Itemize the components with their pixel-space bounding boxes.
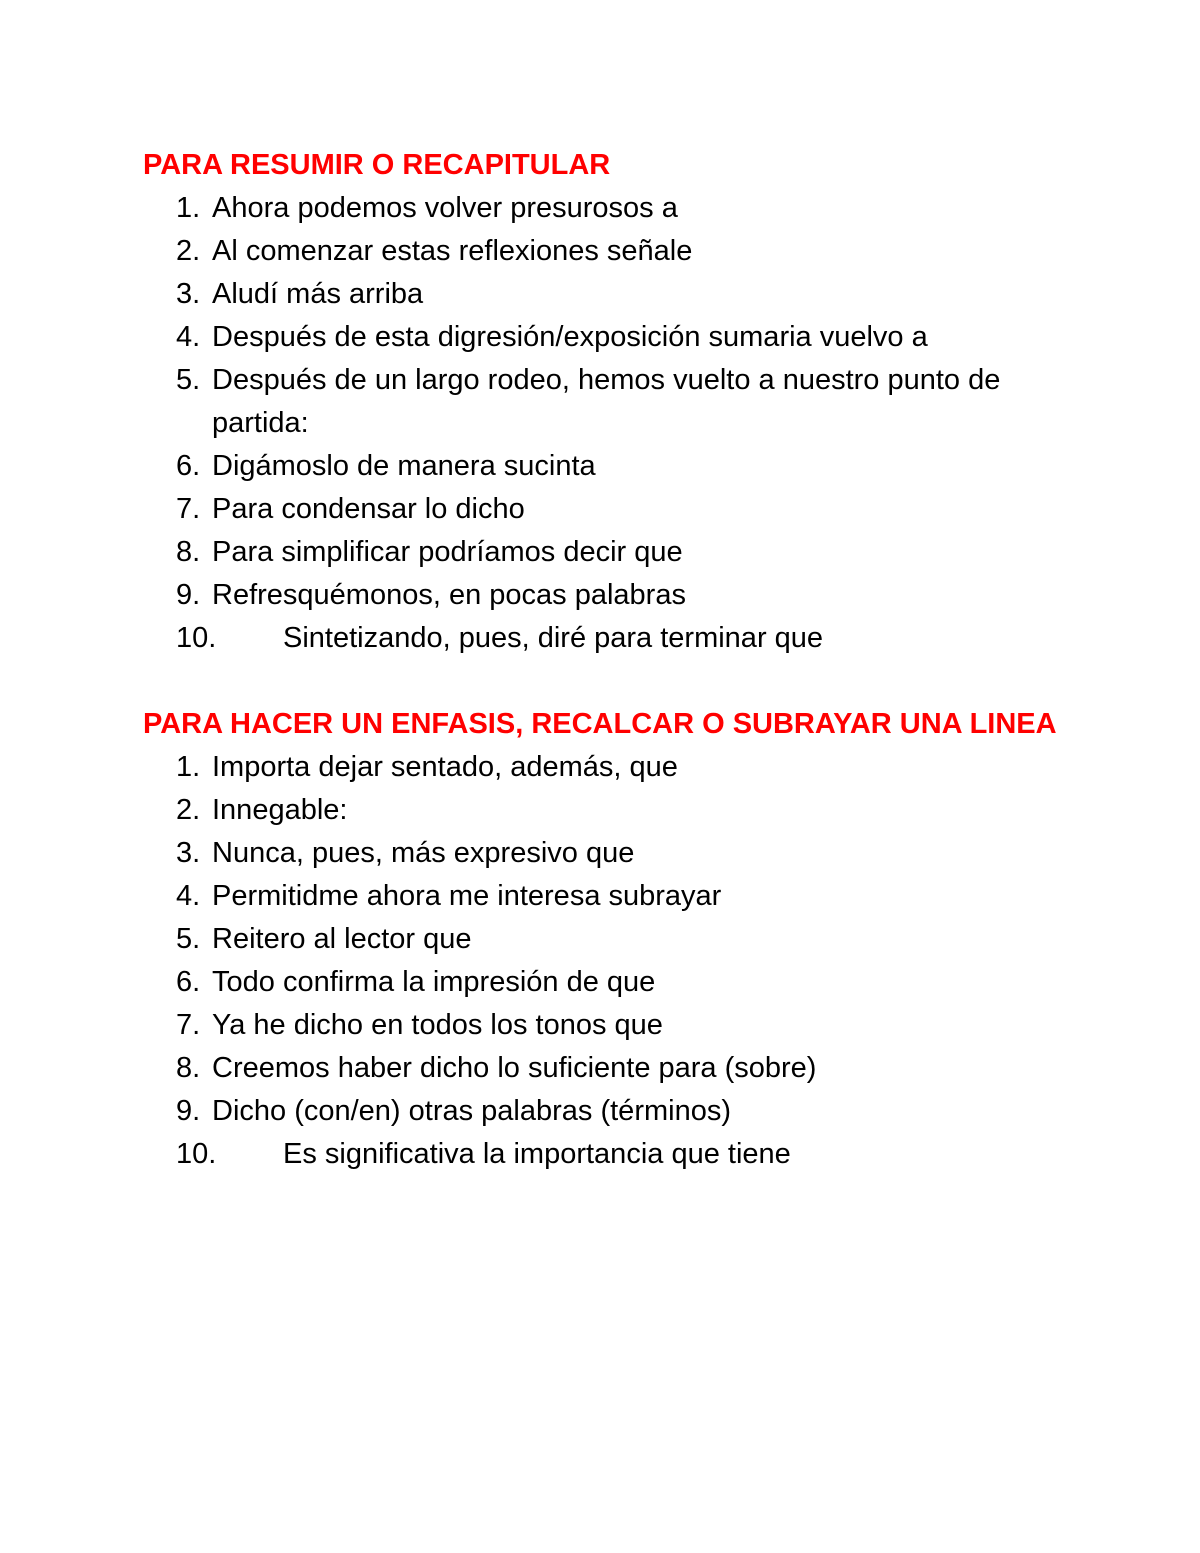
list-item bbox=[143, 1090, 1143, 1133]
item-text: Ya he dicho en todos los tonos que bbox=[212, 1009, 663, 1041]
item-text: Aludí más arriba bbox=[212, 278, 424, 310]
item-number: 8. bbox=[176, 536, 201, 568]
item-number: 10. bbox=[176, 1138, 217, 1170]
item-number: 2. bbox=[176, 794, 201, 826]
item-number: 5. bbox=[176, 923, 201, 955]
item-number: 2. bbox=[176, 235, 201, 267]
item-number: 6. bbox=[176, 450, 201, 482]
item-text: Digámoslo de manera sucinta bbox=[212, 450, 596, 482]
item-text: Importa dejar sentado, además, que bbox=[212, 751, 678, 783]
list-item bbox=[143, 832, 1143, 875]
item-number: 3. bbox=[176, 278, 201, 310]
item-text: Todo confirma la impresión de que bbox=[212, 966, 656, 998]
item-number: 5. bbox=[176, 364, 201, 396]
item-number: 6. bbox=[176, 966, 201, 998]
list-item bbox=[143, 789, 1143, 832]
list-item bbox=[143, 531, 1143, 574]
section-heading: PARA RESUMIR O RECAPITULAR bbox=[143, 149, 611, 181]
section-heading: PARA HACER UN ENFASIS, RECALCAR O SUBRAYAR UNA LINEA bbox=[143, 708, 1057, 740]
item-number: 1. bbox=[176, 751, 201, 783]
list-item bbox=[143, 230, 1143, 273]
list-item bbox=[143, 574, 1143, 617]
section-enfasis bbox=[143, 703, 1143, 1176]
item-text: Innegable: bbox=[212, 794, 348, 826]
item-text: Dicho (con/en) otras palabras (términos) bbox=[212, 1095, 731, 1127]
list-item bbox=[143, 875, 1143, 918]
list-item bbox=[143, 961, 1143, 1004]
item-number: 3. bbox=[176, 837, 201, 869]
list-item bbox=[143, 273, 1143, 316]
item-text: Creemos haber dicho lo suficiente para (sobre) bbox=[212, 1052, 817, 1084]
item-text: Sintetizando, pues, diré para terminar que bbox=[283, 622, 824, 654]
item-number: 1. bbox=[176, 192, 201, 224]
item-number: 7. bbox=[176, 493, 201, 525]
list-item bbox=[143, 316, 1143, 359]
item-number: 9. bbox=[176, 579, 201, 611]
item-text: Reitero al lector que bbox=[212, 923, 472, 955]
item-text: Ahora podemos volver presurosos a bbox=[212, 192, 678, 224]
list-item bbox=[143, 187, 1143, 230]
section-resumir bbox=[143, 144, 1143, 660]
item-number: 9. bbox=[176, 1095, 201, 1127]
item-text: Refresquémonos, en pocas palabras bbox=[212, 579, 686, 611]
item-text: Al comenzar estas reflexiones señale bbox=[212, 235, 693, 267]
item-text: Después de esta digresión/exposición sumaria vuelvo a bbox=[212, 321, 928, 353]
list-item bbox=[143, 746, 1143, 789]
list-item bbox=[143, 488, 1143, 531]
item-text: Para simplificar podríamos decir que bbox=[212, 536, 683, 568]
list-item bbox=[143, 1133, 1143, 1176]
phrase-list bbox=[143, 746, 1143, 1176]
item-text: Es significativa la importancia que tiene bbox=[283, 1138, 791, 1170]
item-number: 10. bbox=[176, 622, 217, 654]
item-text: Para condensar lo dicho bbox=[212, 493, 525, 525]
item-text: Permitidme ahora me interesa subrayar bbox=[212, 880, 722, 912]
item-number: 4. bbox=[176, 880, 201, 912]
list-item bbox=[143, 359, 1143, 445]
item-text: Después de un largo rodeo, hemos vuelto a nuestro punto de partida: bbox=[212, 364, 1001, 439]
phrase-list bbox=[143, 187, 1143, 660]
list-item bbox=[143, 918, 1143, 961]
item-number: 7. bbox=[176, 1009, 201, 1041]
list-item bbox=[143, 1047, 1143, 1090]
item-text: Nunca, pues, más expresivo que bbox=[212, 837, 635, 869]
item-number: 4. bbox=[176, 321, 201, 353]
list-item bbox=[143, 617, 1143, 660]
list-item bbox=[143, 445, 1143, 488]
item-number: 8. bbox=[176, 1052, 201, 1084]
list-item bbox=[143, 1004, 1143, 1047]
